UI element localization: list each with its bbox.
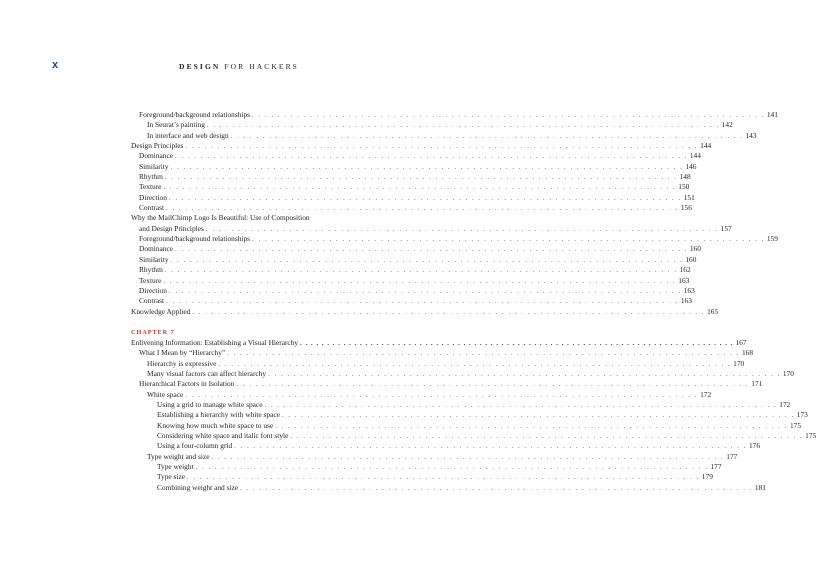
toc-entry-page: 143 [745,130,757,140]
toc-entry-title: In interface and web design [147,130,229,140]
toc-entry-title: Texture [139,182,162,192]
toc-leader-dots: . . . . . . . . . . . . . . . . . . . . . . . . . . . . . . . . . . . . . . . . . . . . . . . . . . . . . . . . . . . . . . . . . . . . . . . . . . . . . . . . [264,401,778,409]
toc-section-top [131,110,778,317]
toc-entry-title: Hierarchy is expressive [147,358,217,368]
toc-leader-dots: . . . . . . . . . . . . . . . . . . . . . . . . . . . . . . . . . . . . . . . . . . . . . . . . . . . . . . . . . . . . . . . . . . . . . . . . . . . . . . . . [252,112,765,119]
toc-leader-dots: . . . . . . . . . . . . . . . . . . . . . . . . . . . . . . . . . . . . . . . . . . . . . . . . . . . . . . . . . . . . . . . . . . . . . . . . . . . . . . . . [163,277,677,285]
toc-leader-dots: . . . . . . . . . . . . . . . . . . . . . . . . . . . . . . . . . . . . . . . . . . . . . . . . . . . . . . . . . . . . . . . . . . . . . . . . . . . . . . . . [170,163,684,171]
toc-entry [131,110,778,120]
toc-entry [131,410,808,420]
toc-entry-page: 173 [796,410,808,420]
toc-entry [131,337,747,348]
toc-entry-title: Direction [139,285,167,295]
toc-leader-dots: . . . . . . . . . . . . . . . . . . . . . . . . . . . . . . . . . . . . . . . . . . . . . . . . . . . . . . . . . . . . . . . . . . . . . . . . . . . . . . . . [290,432,804,440]
toc-entry-title: Rhythm [139,172,163,182]
toc-leader-dots: . . . . . . . . . . . . . . . . . . . . . . . . . . . . . . . . . . . . . . . . . . . . . . . . . . . . . . . . . . . . . . . . . . . . . . . . . . . . . . . . [187,474,700,482]
toc-entry-page: 179 [701,472,713,482]
toc-entry-title: Knowing how much white space to use [157,420,274,430]
toc-entry-page: 144 [689,151,701,161]
toc-entry-title: Using a grid to manage white space [157,399,263,409]
toc-entry [131,265,691,275]
toc-entry [131,182,690,192]
toc-leader-dots: . . . . . . . . . . . . . . . . . . . . . . . . . . . . . . . . . . . . . . . . . . . . . . . . . . . . . . . . . . . . . . . . . . . . . . . . . . . . . . . . [163,184,677,192]
toc-entry-page: 177 [726,451,738,461]
toc-entry-page: 160 [689,244,701,254]
toc-entry-title: Establishing a hierarchy with white space [157,410,280,420]
toc-entry-title: Dominance [139,151,174,161]
toc-entry [131,379,763,389]
toc-leader-dots: . . . . . . . . . . . . . . . . . . . . . . . . . . . . . . . . . . . . . . . . . . . . . . . . . . . . . . . . . . . . . . . . . . . . . . . . . . . . . . . . [175,153,688,161]
toc-entry [131,348,754,358]
toc-entry-title: Similarity [139,254,169,264]
toc-entry-page: 176 [748,441,761,451]
toc-entry-title: Using a four-column grid [157,441,233,451]
toc-leader-dots: . . . . . . . . . . . . . . . . . . . . . . . . . . . . . . . . . . . . . . . . . . . . . . . . . . . . . . . . . . . . . . . . . . . . . . . . . . . . . . . . [234,443,747,451]
toc-entry-page: 170 [733,358,745,368]
toc-entry [131,368,794,379]
toc-entry [131,420,802,431]
toc-leader-dots: . . . . . . . . . . . . . . . . . . . . . . . . . . . . . . . . . . . . . . . . . . . . . . . . . . . . . . . . . . . . . . . . . . . . . . . . . . . . . . . . [185,143,699,151]
toc-entry [131,275,690,286]
toc-entry-page: 150 [678,182,690,192]
toc-entry [131,161,697,172]
toc-leader-dots: . . . . . . . . . . . . . . . . . . . . . . . . . . . . . . . . . . . . . . . . . . . . . . . . . . . . . . . . . . . . . . . . . . . . . . . . . . . . . . . . [170,256,684,264]
toc-entry-page: 159 [766,234,778,244]
toc-entry-title: What I Mean by “Hierarchy” [139,348,226,358]
running-head-rest: FOR HACKERS [220,62,299,71]
toc-entry [131,441,761,451]
toc-entry-title: and Design Principles [139,223,204,233]
toc-entry-title: Rhythm [139,265,163,275]
toc-entry-page: 172 [779,399,791,409]
toc-entry [131,254,697,265]
toc-entry-title: Considering white space and italic font style [157,430,289,440]
toc-entry-page: 162 [679,265,691,275]
toc-leader-dots: . . . . . . . . . . . . . . . . . . . . . . . . . . . . . . . . . . . . . . . . . . . . . . . . . . . . . . . . . . . . . . . . . . . . . . . . . . . . . . . . [240,484,753,492]
toc-entry-page: 157 [720,223,732,233]
toc-entry-page: 175 [789,420,802,430]
toc-entry-page: 177 [710,462,722,471]
toc-entry-title: Contrast [139,203,165,213]
toc-entry [131,120,733,130]
toc-entry-title: Dominance [139,244,174,254]
toc-entry [131,430,816,441]
toc-entry [131,296,692,306]
toc-entry [131,306,719,317]
toc-entry-page: 181 [754,482,766,492]
toc-entry-title: Foreground/background relationships [139,110,251,119]
toc-entry [131,213,383,223]
toc-section-chapter [131,337,816,493]
toc-entry-title: Contrast [139,296,165,306]
toc-leader-dots: . . . . . . . . . . . . . . . . . . . . . . . . . . . . . . . . . . . . . . . . . . . . . . . . . . . . . . . . . . . . . . . . . . . . . . . . . . . . . . . . [168,194,682,202]
toc-entry-title: Design Principles [131,141,184,151]
toc-entry-title: Combining weight and size [157,482,239,492]
toc-entry [131,223,732,234]
toc-entry [131,234,778,244]
toc-entry [131,472,713,482]
toc-entry-page: 175 [805,430,816,440]
toc-leader-dots: . . . . . . . . . . . . . . . . . . . . . . . . . . . . . . . . . . . . . . . . . . . . . . . . . . . . . . . . . . . . . . . . . . . . . . . . . . . . . . . . [168,287,682,295]
toc-leader-dots: . . . . . . . . . . . . . . . . . . . . . . . . . . . . . . . . . . . . . . . . . . . . . . . . . . . . . . . . . . . . . . . . . . . . . . . . . . . . . . . . [164,267,678,275]
toc-entry-title: Enlivening Information: Establishing a Visual Hierarchy [131,337,299,347]
toc-entry-title: White space [147,389,184,399]
toc-leader-dots: . . . . . . . . . . . . . . . . . . . . . . . . . . . . . . . . . . . . . . . . . . . . . . . . . . . . . . . . . . . . . . . . . . . . . . . . . . . . . . . . [206,122,720,130]
toc-entry-title: Type size [157,472,186,482]
toc-entry [131,172,691,182]
toc-entry-title: Texture [139,275,162,285]
page-marker: x [52,59,59,71]
toc-entry-page: 172 [700,389,712,399]
toc-entry [131,451,738,462]
toc-leader-dots: . . . . . . . . . . . . . . . . . . . . . . . . . . . . . . . . . . . . . . . . . . . . . . . . . . . . . . . . . . . . . . . . . . . . . . . . . . . . . . . . [192,308,706,316]
toc-entry [131,244,701,254]
toc-entry [131,151,701,161]
toc-entry-page: 165 [707,306,719,316]
toc-leader-dots: . . . . . . . . . . . . . . . . . . . . . . . . . . . . . . . . . . . . . . . . . . . . . . . . . . . . . . . . . . . . . . . . . . . . . . . . . . . . . . . . [211,453,725,461]
toc-entry-page: 148 [679,172,691,182]
toc-entry-page: 163 [678,275,690,285]
chapter-label: CHAPTER 7 [131,328,175,336]
toc-entry-title: In Seurat’s painting [147,120,205,130]
toc-entry-title: Many visual factors can affect hierarchy [147,368,267,378]
toc-entry-page: 151 [683,192,695,202]
toc-leader-dots: . . . . . . . . . . . . . . . . . . . . . . . . . . . . . . . . . . . . . . . . . . . . . . . . . . . . . . . . . . . . . . . . . . . . . . . . . . . . . . . . [275,422,788,430]
toc-leader-dots: . . . . . . . . . . . . . . . . . . . . . . . . . . . . . . . . . . . . . . . . . . . . . . . . . . . . . . . . . . . . . . . . . . . . . . . . . . . . . . . . [166,205,679,213]
toc-leader-dots: . . . . . . . . . . . . . . . . . . . . . . . . . . . . . . . . . . . . . . . . . . . . . . . . . . . . . . . . . . . . . . . . . . . . . . . . . . . . . . . . [227,350,740,358]
table-of-contents [131,110,816,493]
toc-entry [131,462,722,472]
toc-entry [131,482,766,493]
toc-entry-page: 163 [680,296,692,306]
toc-leader-dots: . . . . . . . . . . . . . . . . . . . . . . . . . . . . . . . . . . . . . . . . . . . . . . . . . . . . . . . . . . . . . . . . . . . . . . . . . . . . . . . . [300,339,734,347]
toc-entry-title: Why the MailChimp Logo Is Beautiful: Use of Composition [131,213,310,223]
toc-entry-page: 168 [741,348,754,358]
toc-leader-dots: . . . . . . . . . . . . . . . . . . . . . . . . . . . . . . . . . . . . . . . . . . . . . . . . . . . . . . . . . . . . . . . . . . . . . . . . . . . . . . . . [218,360,732,368]
toc-entry-page: 146 [685,161,697,171]
toc-entry [131,203,692,213]
toc-entry [131,389,712,400]
toc-leader-dots: . . . . . . . . . . . . . . . . . . . . . . . . . . . . . . . . . . . . . . . . . . . . . . . . . . . . . . . . . . . . . . . . . . . . . . . . . . . . . . . . [164,174,678,182]
toc-leader-dots: . . . . . . . . . . . . . . . . . . . . . . . . . . . . . . . . . . . . . . . . . . . . . . . . . . . . . . . . . . . . . . . . . . . . . . . . . . . . . . . . [195,464,709,471]
toc-leader-dots: . . . . . . . . . . . . . . . . . . . . . . . . . . . . . . . . . . . . . . . . . . . . . . . . . . . . . . . . . . . . . . . . . . . . . . . . . . . . . . . . [185,391,699,399]
toc-entry [131,358,745,369]
toc-entry [131,285,695,296]
toc-entry [131,192,695,203]
toc-entry-title: Knowledge Applied [131,306,191,316]
running-head [0,62,478,71]
toc-entry [131,130,757,141]
toc-entry-page: 141 [766,110,778,119]
toc-leader-dots: . . . . . . . . . . . . . . . . . . . . . . . . . . . . . . . . . . . . . . . . . . . . . . . . . . . . . . . . . . . . . . . . . . . . . . . . . . . . . . . . [268,370,781,378]
toc-leader-dots: . . . . . . . . . . . . . . . . . . . . . . . . . . . . . . . . . . . . . . . . . . . . . . . . . . . . . . . . . . . . . . . . . . . . . . . . . . . . . . . . [236,381,750,389]
toc-entry-page: 171 [751,379,763,389]
toc-entry-page: 144 [700,141,712,151]
toc-entry [131,141,712,151]
toc-entry-title: Similarity [139,161,169,171]
toc-entry-title: Type weight [157,462,194,471]
toc-leader-dots: . . . . . . . . . . . . . . . . . . . . . . . . . . . . . . . . . . . . . . . . . . . . . . . . . . . . . . . . . . . . . . . . . . . . . . . . . . . . . . . . [205,225,719,233]
toc-entry-page: 142 [721,120,733,130]
toc-entry-title: Hierarchical Factors in Isolation [139,379,235,389]
running-head-bold: DESIGN [179,62,221,71]
toc-entry [131,399,791,410]
toc-leader-dots: . . . . . . . . . . . . . . . . . . . . . . . . . . . . . . . . . . . . . . . . . . . . . . . . . . . . . . . . . . . . . . . . . . . . . . . . . . . . . . . . [175,246,688,254]
toc-entry-page: 170 [782,368,794,378]
toc-entry-title: Foreground/background relationships [139,234,251,244]
toc-leader-dots: . . . . . . . . . . . . . . . . . . . . . . . . . . . . . . . . . . . . . . . . . . . . . . . . . . . . . . . . . . . . . . . . . . . . . . . . . . . . . . . . [281,412,795,420]
toc-leader-dots: . . . . . . . . . . . . . . . . . . . . . . . . . . . . . . . . . . . . . . . . . . . . . . . . . . . . . . . . . . . . . . . . . . . . . . . . . . . . . . . . [230,132,744,140]
toc-entry-title: Type weight and size [147,451,210,461]
toc-entry-page: 160 [685,254,697,264]
toc-entry-page: 163 [683,285,695,295]
toc-leader-dots: . . . . . . . . . . . . . . . . . . . . . . . . . . . . . . . . . . . . . . . . . . . . . . . . . . . . . . . . . . . . . . . . . . . . . . . . . . . . . . . . [252,236,765,244]
toc-entry-page: 156 [680,203,692,213]
toc-entry-page: 167 [735,337,747,347]
toc-leader-dots: . . . . . . . . . . . . . . . . . . . . . . . . . . . . . . . . . . . . . . . . . . . . . . . . . . . . . . . . . . . . . . . . . . . . . . . . . . . . . . . . [166,298,679,306]
toc-entry-title: Direction [139,192,167,202]
